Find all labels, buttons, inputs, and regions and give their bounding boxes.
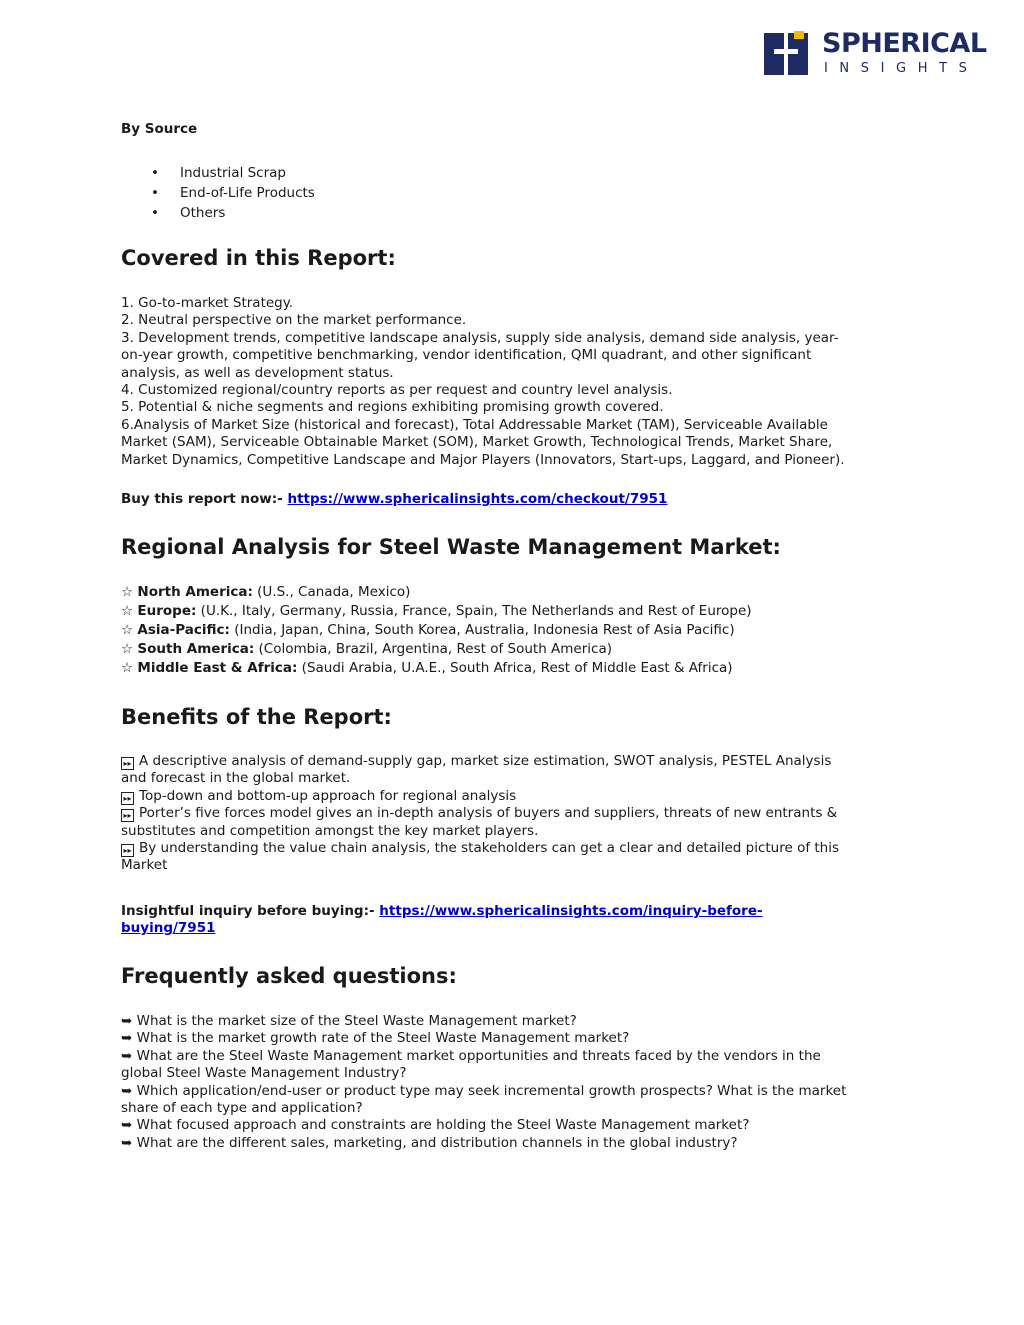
covered-line: on-year growth, competitive benchmarking, vendor identification, QMI quadrant, and other significant xyxy=(121,347,812,364)
covered-line: 3. Development trends, competitive landscape analysis, supply side analysis, demand side analysis, year- xyxy=(121,329,839,346)
covered-heading: Covered in this Report: xyxy=(121,246,396,270)
list-item: ➥ What is the market growth rate of the Steel Waste Management market? xyxy=(121,1030,630,1047)
list-item: • Industrial Scrap xyxy=(151,165,286,181)
arrow-icon: ➥ xyxy=(121,1134,133,1151)
by-source-list xyxy=(121,163,315,223)
fast-forward-icon: ▸▸ xyxy=(121,792,134,805)
list-item: • Others xyxy=(151,205,226,221)
inquiry-link[interactable]: https://www.sphericalinsights.com/inquiry-before- buying/7951 xyxy=(121,903,763,936)
arrow-icon: ➥ xyxy=(121,1030,133,1047)
benefits-list xyxy=(121,753,839,875)
arrow-icon: ➥ xyxy=(121,1013,133,1029)
star-icon: ☆ xyxy=(121,641,134,657)
list-item: ➥ Which application/end-user or product type may seek incremental growth prospects? What is the market share of each type and application? xyxy=(121,1082,847,1117)
fast-forward-icon: ▸▸ xyxy=(121,809,134,822)
regional-list xyxy=(121,583,752,678)
list-item: ➥ What are the different sales, marketing, and distribution channels in the global industry? xyxy=(121,1134,738,1151)
covered-line: 4. Customized regional/country reports as per request and country level analysis. xyxy=(121,382,673,399)
list-item: ☆ Asia-Pacific: (India, Japan, China, South Korea, Australia, Indonesia Rest of Asia Pacific) xyxy=(121,622,735,638)
buy-line xyxy=(121,491,667,508)
covered-line: 2. Neutral perspective on the market performance. xyxy=(121,312,467,329)
arrow-icon: ➥ xyxy=(121,1047,133,1064)
star-icon: ☆ xyxy=(121,660,134,676)
covered-list xyxy=(121,295,845,469)
list-item: ➥ What are the Steel Waste Management market opportunities and threats faced by the vendors in the global Steel Waste Management Industry? xyxy=(121,1047,821,1082)
list-item: ▸▸ By understanding the value chain analysis, the stakeholders can get a clear and detailed picture of this Market xyxy=(121,840,840,874)
list-item: ☆ Europe: (U.K., Italy, Germany, Russia, France, Spain, The Netherlands and Rest of Europe) xyxy=(121,603,752,619)
star-icon: ☆ xyxy=(121,603,134,619)
list-item: ▸▸ Porter’s five forces model gives an in-depth analysis of buyers and suppliers, threats of new entrants & substitutes and competition amongst the key market players. xyxy=(121,805,838,839)
covered-line: 6.Analysis of Market Size (historical and forecast), Total Addressable Market (TAM), Serviceable Available xyxy=(121,416,828,433)
inquiry-label: Insightful inquiry before buying:- xyxy=(121,903,380,919)
covered-line: 5. Potential & niche segments and regions exhibiting promising growth covered. xyxy=(121,399,664,416)
star-icon: ☆ xyxy=(121,622,134,638)
regional-heading: Regional Analysis for Steel Waste Management Market: xyxy=(121,535,781,559)
arrow-icon: ➥ xyxy=(121,1117,133,1134)
by-source-heading: By Source xyxy=(121,121,198,137)
logo-word-insights: INSIGHTS xyxy=(824,61,979,76)
covered-line: 1. Go-to-market Strategy. xyxy=(121,295,294,311)
spherical-insights-logo xyxy=(764,28,987,79)
bullet-icon: • xyxy=(151,185,159,201)
star-icon: ☆ xyxy=(121,584,134,600)
buy-label: Buy this report now:- xyxy=(121,491,288,507)
fast-forward-icon: ▸▸ xyxy=(121,757,134,770)
list-item: ▸▸ A descriptive analysis of demand-supply gap, market size estimation, SWOT analysis, PESTEL Analysis and forecast in the global market. xyxy=(121,753,832,787)
list-item: ☆ Middle East & Africa: (Saudi Arabia, U.A.E., South Africa, Rest of Middle East & Africa) xyxy=(121,660,733,676)
faq-list xyxy=(121,1013,846,1152)
faq-heading: Frequently asked questions: xyxy=(121,964,457,988)
arrow-icon: ➥ xyxy=(121,1082,133,1099)
list-item: ☆ North America: (U.S., Canada, Mexico) xyxy=(121,584,411,600)
covered-line: analysis, as well as development status. xyxy=(121,364,394,381)
logo-word-spherical: SPHERICAL xyxy=(822,28,987,59)
bullet-icon: • xyxy=(151,205,159,221)
checkout-link[interactable]: https://www.sphericalinsights.com/checkout/7951 xyxy=(287,491,668,507)
inquiry-line xyxy=(121,903,763,937)
list-item: ➥ What focused approach and constraints are holding the Steel Waste Management market? xyxy=(121,1117,750,1134)
fast-forward-icon: ▸▸ xyxy=(121,844,134,857)
covered-line: Market (SAM), Serviceable Obtainable Market (SOM), Market Growth, Technological Trends, Market Share, xyxy=(121,434,833,451)
bullet-icon: • xyxy=(151,165,159,181)
covered-line: Market Dynamics, Competitive Landscape and Major Players (Innovators, Start-ups, Laggard, and Pioneer). xyxy=(121,451,845,468)
list-item: ☆ South America: (Colombia, Brazil, Argentina, Rest of South America) xyxy=(121,641,612,657)
logo-mark-icon xyxy=(764,31,812,77)
list-item: • End-of-Life Products xyxy=(151,185,315,201)
list-item: ➥ What is the market size of the Steel Waste Management market? xyxy=(121,1013,577,1029)
list-item: ▸▸ Top-down and bottom-up approach for regional analysis xyxy=(121,788,839,805)
benefits-heading: Benefits of the Report: xyxy=(121,705,392,729)
